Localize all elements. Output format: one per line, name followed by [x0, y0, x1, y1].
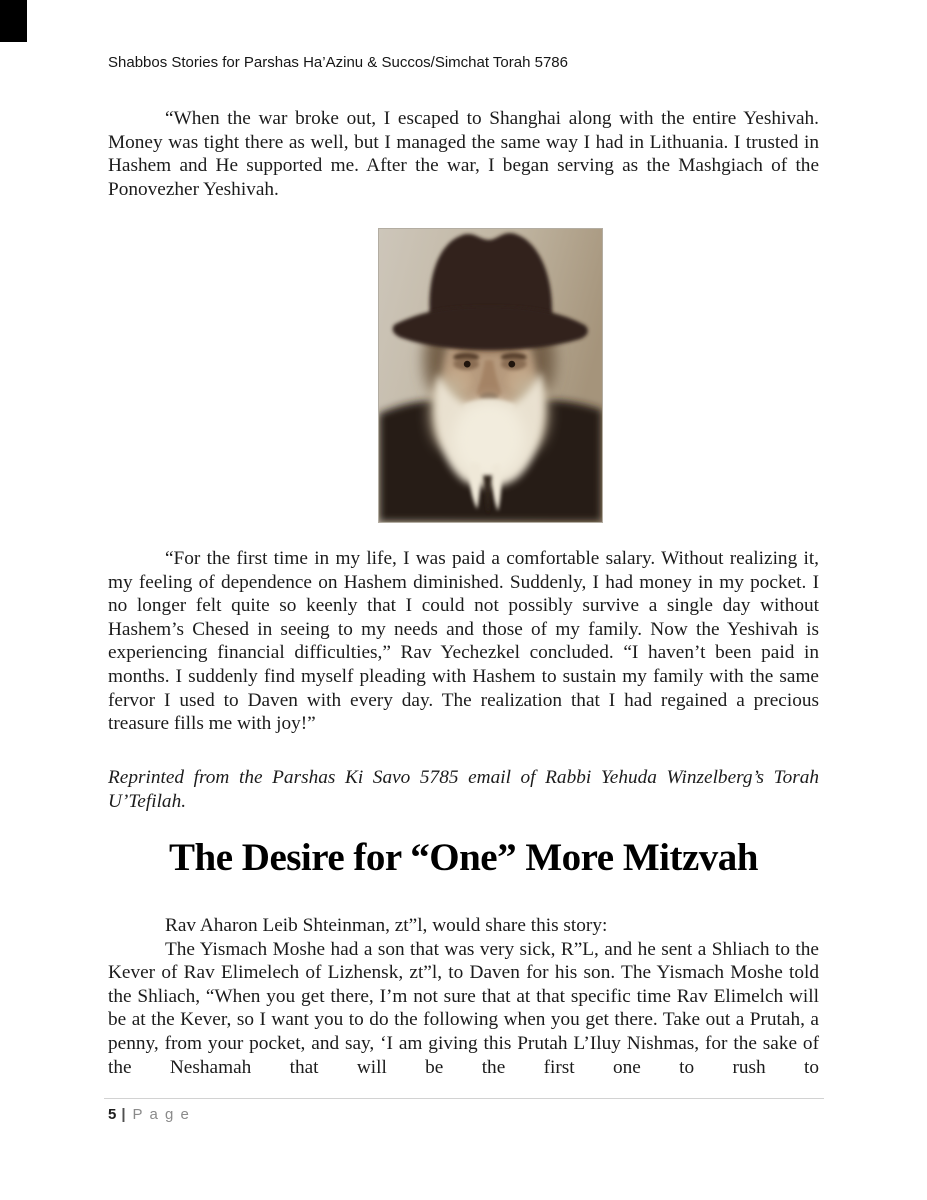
paragraph-yismach-moshe: The Yismach Moshe had a son that was very sick, R”L, and he sent a Shliach to the Kever of Rav Elimelech of Lizhensk, zt”l, to Daven for his son. The Yismach Moshe told the Shliach, “When you get there, I’m not sure that at that specific time Rav Elimelch will be at the Kever, so I want you to do the following when you get there. Take out a Prutah, a penny, from your pocket, and say, ‘I am giving this Prutah L’Iluy Nishmas, for the sake of the Neshamah that will be the first one to rush to	[108, 938, 819, 1078]
paragraph-shteinman: Rav Aharon Leib Shteinman, zt”l, would share this story:	[165, 915, 608, 936]
footer-separator: |	[121, 1106, 126, 1123]
page-footer	[108, 1105, 190, 1124]
story-block	[108, 914, 819, 1079]
attribution-text: Reprinted from the Parshas Ki Savo 5785 email of Rabbi Yehuda Winzelberg’s Torah U’Tefilah.	[108, 767, 819, 812]
portrait-photo	[378, 228, 603, 523]
scan-corner-artifact	[0, 0, 27, 42]
paragraph-salary: “For the first time in my life, I was paid a comfortable salary. Without realizing it, my feeling of dependence on Hashem diminished. Suddenly, I had money in my pocket. I no longer felt quite so keenly that I could not possibly survive a single day without Hashem’s Chesed in seeing to my needs and those of my family. Now the Yeshivah is experiencing financial difficulties,” Rav Yechezkel concluded. “I haven’t been paid in months. I suddenly find myself pleading with Hashem to sustain my family with the same fervor I used to Daven with every day. The realization that I had regained a precious treasure fills me with joy!”	[108, 548, 819, 735]
page-number: 5	[108, 1106, 117, 1123]
section-heading: The Desire for “One” More Mitzvah	[169, 836, 758, 879]
footer-divider-line	[104, 1098, 824, 1099]
paragraph-shanghai: “When the war broke out, I escaped to Shanghai along with the entire Yeshivah. Money was tight there as well, but I managed the same way I had in Lithuania. I trusted in Hashem and He supported me. After the war, I began serving as the Mashgiach of the Ponovezher Yeshivah.	[108, 108, 819, 200]
page-label: P a g e	[132, 1106, 191, 1123]
page-header-title: Shabbos Stories for Parshas Ha’Azinu & Succos/Simchat Torah 5786	[108, 54, 568, 71]
right-eye	[508, 361, 515, 368]
rabbi-portrait-image	[379, 229, 602, 522]
left-eye	[464, 361, 471, 368]
